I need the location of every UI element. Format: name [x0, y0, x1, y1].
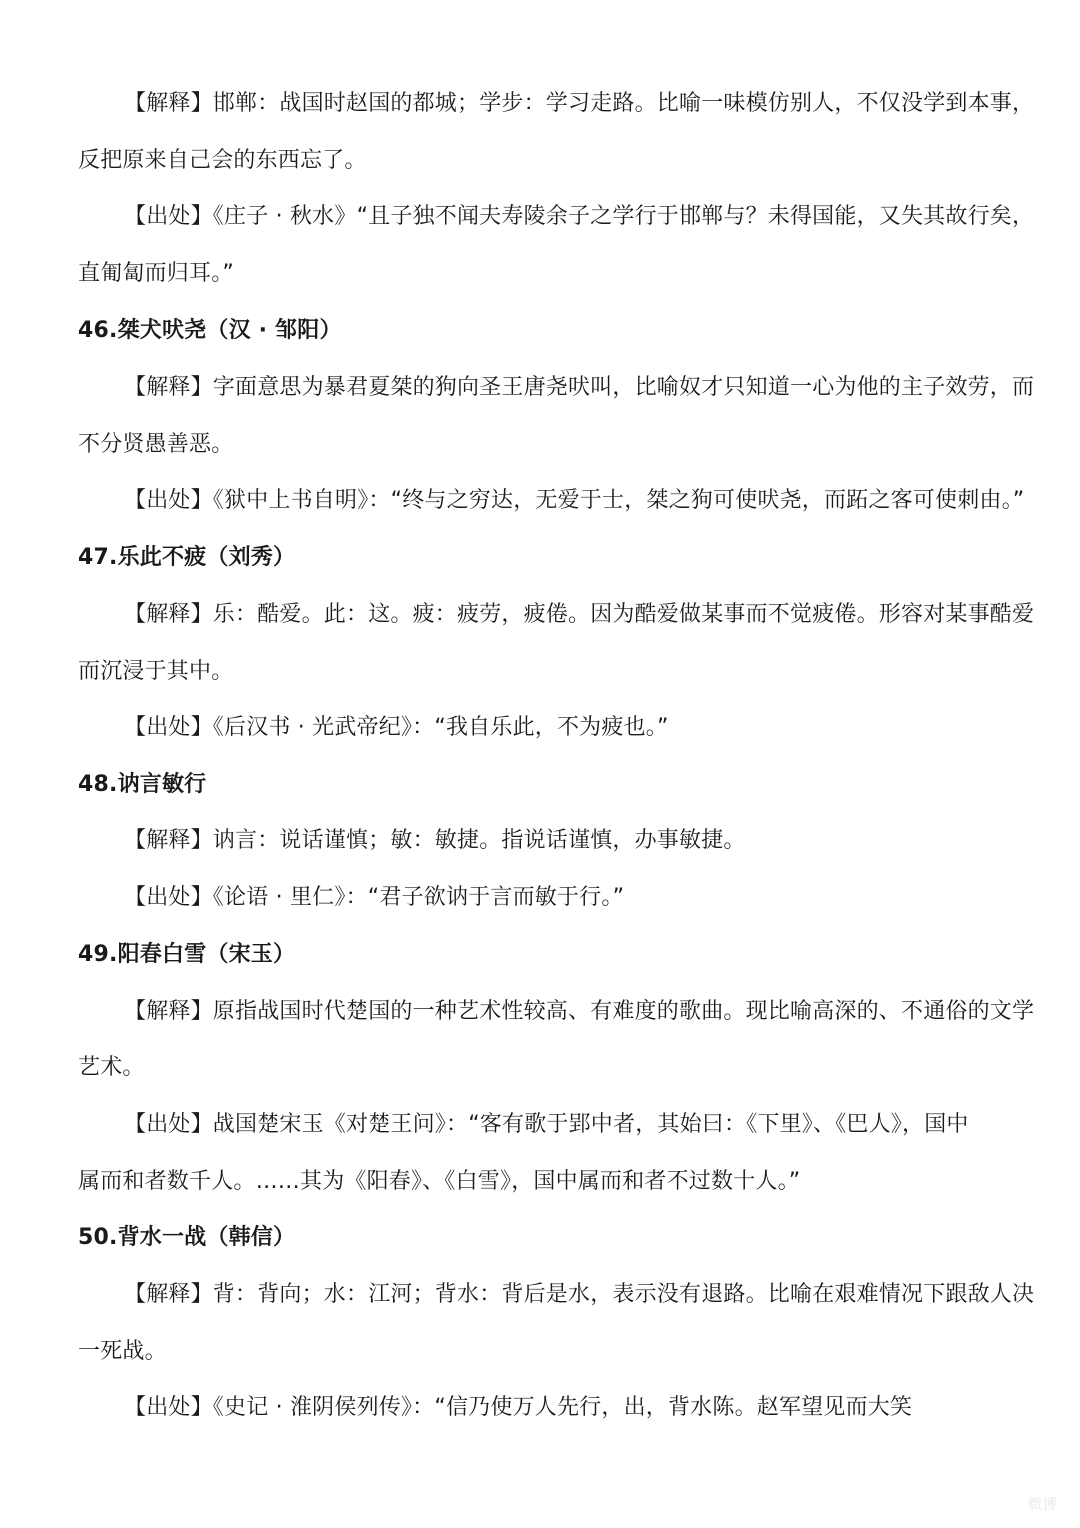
- watermark: 微博: [1028, 1497, 1058, 1513]
- source-line: 【出处】《史记 · 淮阴侯列传》：“信乃使万人先行，出，背水陈。赵军望见而大笑: [124, 1395, 913, 1420]
- explanation-line: 不分贤愚善恶。: [78, 432, 234, 457]
- source-line: 直匍匐而归耳。”: [78, 261, 234, 286]
- explanation-line: 【解释】字面意思为暴君夏桀的狗向圣王唐尧吠叫，比喻奴才只知道一心为他的主子效劳，而: [124, 375, 1035, 400]
- source-line: 【出处】《论语 · 里仁》：“君子欲讷于言而敏于行。”: [124, 885, 625, 910]
- explanation-line: 【解释】乐：酷爱。此：这。疲：疲劳，疲倦。因为酷爱做某事而不觉疲倦。形容对某事酷爱: [124, 602, 1035, 627]
- source-line: 【出处】《后汉书 · 光武帝纪》：“我自乐此，不为疲也。”: [124, 715, 669, 740]
- explanation-line: 【解释】邯郸：战国时赵国的都城；学步：学习走路。比喻一味模仿别人，不仅没学到本事，: [124, 91, 1035, 116]
- explanation-line: 【解释】背：背向；水：江河；背水：背后是水，表示没有退路。比喻在艰难情况下跟敌人决: [124, 1282, 1035, 1307]
- explanation-line: 而沉浸于其中。: [78, 659, 234, 684]
- explanation-line: 反把原来自己会的东西忘了。: [78, 148, 367, 173]
- source-line: 【出处】《庄子 · 秋水》“且子独不闻夫寿陵余子之学行于邯郸与？未得国能，又失其故行矣，: [124, 204, 1035, 229]
- source-line: 【出处】《狱中上书自明》：“终与之穷达，无爱于士，桀之狗可使吠尧，而跖之客可使刺由。”: [124, 488, 1025, 513]
- explanation-line: 艺术。: [78, 1055, 145, 1080]
- idiom-heading: 50.背水一战（韩信）: [78, 1225, 296, 1250]
- idiom-heading: 46.桀犬吠尧（汉 · 邹阳）: [78, 318, 342, 343]
- explanation-line: 【解释】讷言：说话谨慎；敏：敏捷。指说话谨慎，办事敏捷。: [124, 828, 746, 853]
- idiom-heading: 49.阳春白雪（宋玉）: [78, 942, 296, 967]
- idiom-heading: 47.乐此不疲（刘秀）: [78, 545, 296, 570]
- explanation-line: 【解释】原指战国时代楚国的一种艺术性较高、有难度的歌曲。现比喻高深的、不通俗的文学: [124, 999, 1035, 1024]
- source-line: 【出处】战国楚宋玉《对楚王问》：“客有歌于郢中者，其始曰：《下里》、《巴人》，国中: [124, 1112, 969, 1137]
- explanation-line: 一死战。: [78, 1339, 167, 1364]
- idiom-heading: 48.讷言敏行: [78, 772, 207, 797]
- source-line: 属而和者数千人。……其为《阳春》、《白雪》，国中属而和者不过数十人。”: [78, 1169, 801, 1194]
